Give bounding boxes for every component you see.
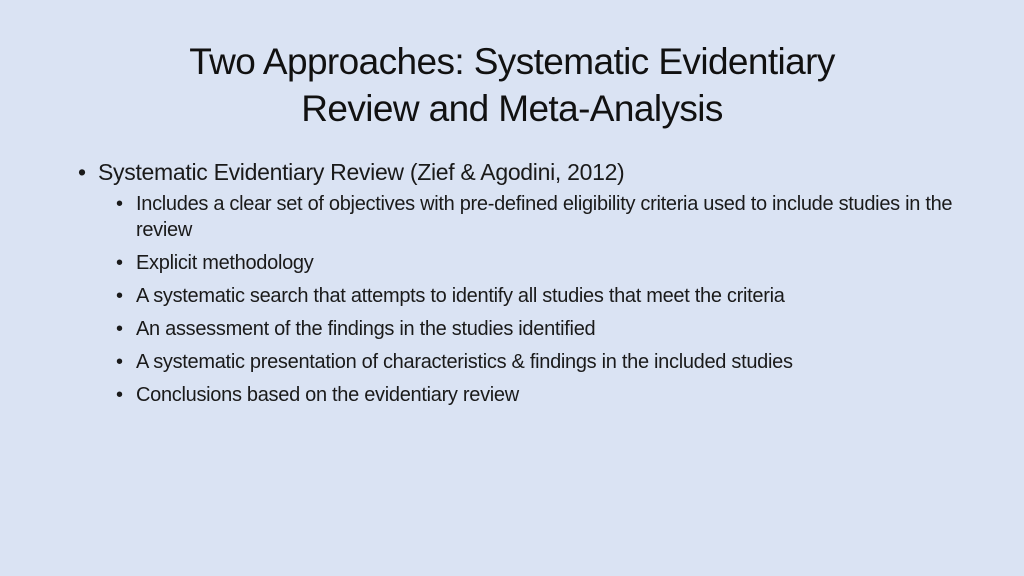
bullet-icon: • xyxy=(116,285,123,307)
sub-bullet-text: Conclusions based on the evidentiary review xyxy=(136,384,519,406)
slide-title xyxy=(100,38,924,132)
sub-bullet-item xyxy=(116,191,978,243)
main-bullet-text: Systematic Evidentiary Review (Zief & Agodini, 2012) xyxy=(98,159,625,185)
sub-bullet-item xyxy=(116,250,978,276)
slide-title-line-1: Two Approaches: Systematic Evidentiary xyxy=(189,41,835,82)
sub-bullet-item xyxy=(116,316,978,342)
sub-bullet-text: A systematic search that attempts to identify all studies that meet the criteria xyxy=(136,285,785,307)
bullet-icon: • xyxy=(116,193,123,215)
sub-bullet-item xyxy=(116,349,978,375)
slide-body xyxy=(78,155,978,415)
sub-bullet-text: A systematic presentation of characteristics & findings in the included studies xyxy=(136,351,793,373)
bullet-icon: • xyxy=(78,159,86,185)
bullet-icon: • xyxy=(116,252,123,274)
bullet-icon: • xyxy=(116,351,123,373)
bullet-icon: • xyxy=(116,384,123,406)
main-bullet-point xyxy=(78,155,978,189)
sub-bullet-list xyxy=(116,191,978,408)
sub-bullet-text: Explicit methodology xyxy=(136,252,314,274)
sub-bullet-item xyxy=(116,382,978,408)
sub-bullet-text: Includes a clear set of objectives with pre-defined eligibility criteria used to include studies in the review xyxy=(136,193,953,241)
bullet-icon: • xyxy=(116,318,123,340)
sub-bullet-text: An assessment of the findings in the studies identified xyxy=(136,318,596,340)
slide-title-line-2: Review and Meta-Analysis xyxy=(301,88,723,129)
sub-bullet-item xyxy=(116,283,978,309)
